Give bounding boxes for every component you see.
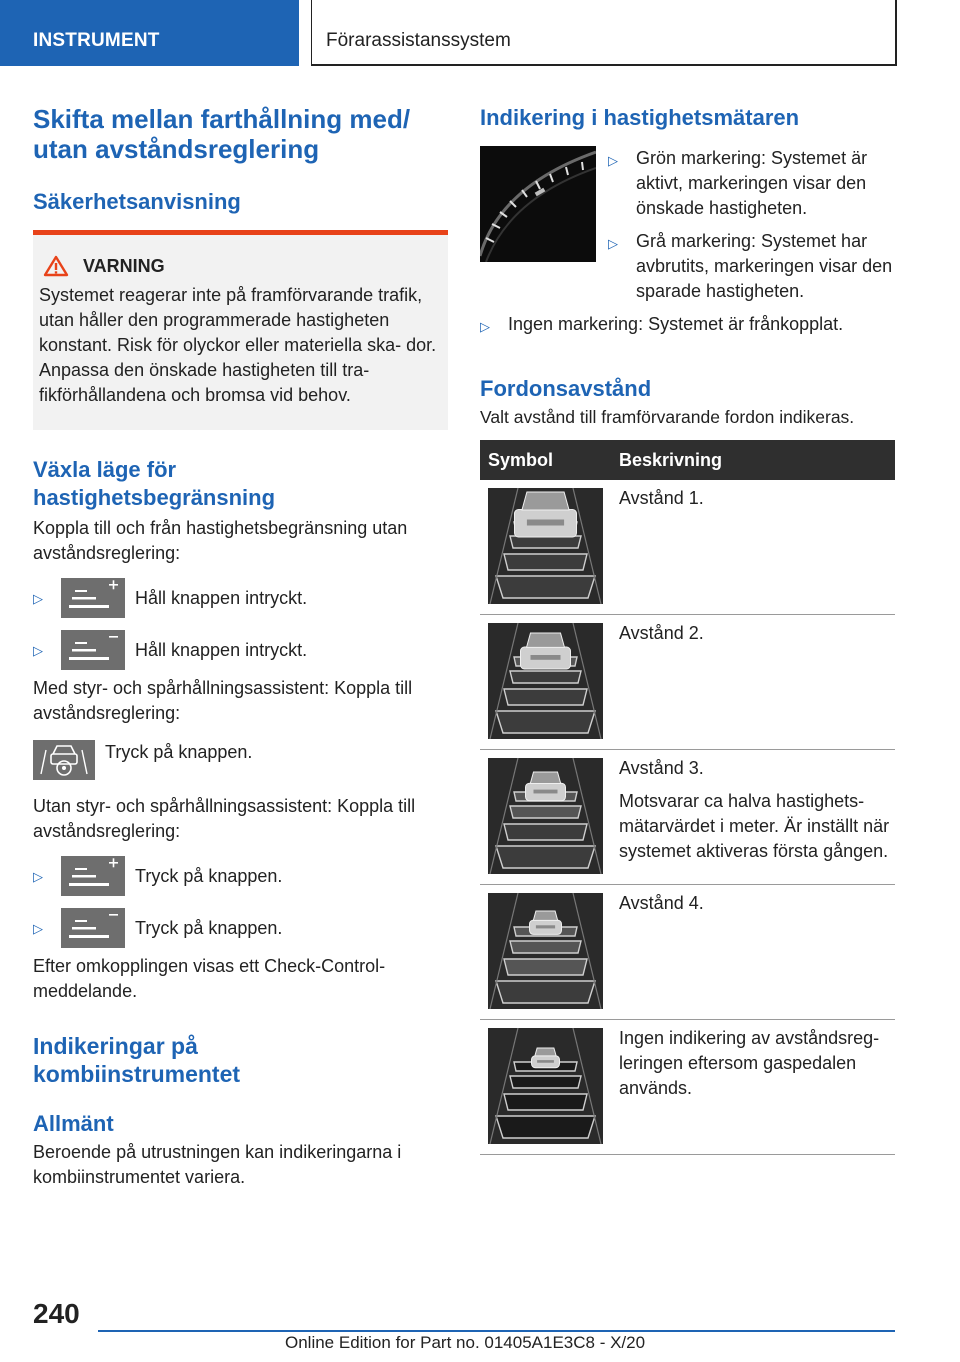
- speedo-bullet-2: [608, 229, 895, 304]
- speedlimit-step-2: [33, 630, 448, 670]
- bullet-triangle-icon: ▷: [480, 319, 490, 334]
- bullet-triangle-icon: ▷: [608, 236, 618, 251]
- speedo-bullet-3-text: Ingen markering: Systemet är frånkopplat.: [508, 314, 844, 334]
- table-row: [480, 885, 895, 1020]
- speedlimit-step-2-text: Håll knappen intryckt.: [135, 639, 308, 660]
- bullet-triangle-icon: ▷: [33, 642, 43, 658]
- symbol-cell: [480, 1020, 611, 1155]
- distance-off-icon: [488, 1028, 603, 1144]
- header-section: INSTRUMENT: [33, 30, 160, 51]
- indications-heading: Indikeringar på kombiinstrumentet: [33, 1033, 241, 1087]
- speedo-bullet-3: [480, 312, 895, 339]
- warning-triangle-icon: [43, 255, 69, 277]
- row-2-text: Avstånd 2.: [619, 623, 704, 643]
- speedlimit-intro: Koppla till och från hastighetsbegränsning utan avståndsreglering:: [33, 518, 408, 563]
- speed-limiter-minus-button-icon: [61, 630, 125, 670]
- without-assist-step-1-text: Tryck på knappen.: [135, 865, 283, 886]
- bullet-triangle-icon: ▷: [33, 920, 43, 936]
- safety-heading: Säkerhetsanvisning: [33, 189, 241, 214]
- description-cell: [611, 750, 895, 885]
- symbol-cell: [480, 615, 611, 750]
- with-assist-text: Med styr- och spårhållningsassistent: Koppla till avståndsreglering:: [33, 678, 413, 723]
- speedo-heading: Indikering i hastighetsmätaren: [480, 105, 800, 130]
- row-5-text: Ingen indikering av avståndsreg- leringen eftersom gaspedalen används.: [619, 1028, 880, 1098]
- speedlimit-step-1: [33, 578, 448, 618]
- distance-heading: Fordonsavstånd: [480, 376, 652, 401]
- speedlimit-heading: Växla läge för hastighetsbegränsning: [33, 457, 276, 510]
- general-heading: Allmänt: [33, 1111, 114, 1136]
- general-text: Beroende på utrustningen kan indikeringarna i kombiinstrumentet variera.: [33, 1142, 402, 1187]
- distance-4-icon: [488, 893, 603, 1009]
- header-section-tab: [0, 0, 299, 66]
- header-chapter-tab: [311, 0, 897, 66]
- warning-box: [33, 230, 448, 430]
- left-column: [33, 104, 448, 1190]
- description-cell: [611, 885, 895, 1020]
- bullet-triangle-icon: ▷: [608, 153, 618, 168]
- with-assist-step: [33, 740, 448, 780]
- distance-3-icon: [488, 758, 603, 874]
- bullet-triangle-icon: ▷: [33, 868, 43, 884]
- table-row: [480, 615, 895, 750]
- main-heading: Skifta mellan farthållning med/ utan avståndsreglering: [33, 104, 411, 164]
- warning-text: Systemet reagerar inte på framförvarande trafik, utan håller den programmerade hastigheten konstant. Risk för olyckor eller materiella ska- dor. Anpassa den önskade hastigheten till tra- fikförhållandena och bromsa vid behov.: [39, 285, 437, 405]
- after-switch-text: Efter omkopplingen visas ett Check-Control- meddelande.: [33, 956, 386, 1001]
- without-assist-step-2: [33, 908, 448, 948]
- speedo-bullet-2-text: Grå markering: Systemet har avbrutits, markeringen visar den sparade hastigheten.: [636, 231, 893, 301]
- bullet-triangle-icon: ▷: [33, 590, 43, 606]
- table-row: [480, 750, 895, 885]
- speedo-bullets: [608, 146, 895, 304]
- footer-rule: [98, 1330, 895, 1332]
- distance-2-icon: [488, 623, 603, 739]
- speedlimit-step-1-text: Håll knappen intryckt.: [135, 587, 308, 608]
- distance-plus-button-icon: [61, 856, 125, 896]
- speed-limiter-plus-button-icon: [61, 578, 125, 618]
- without-assist-step-1: [33, 856, 448, 896]
- speedometer-marker-image: [480, 146, 596, 262]
- speedo-bullet-1-text: Grön markering: Systemet är aktivt, markeringen visar den önskade hastigheten.: [636, 148, 868, 218]
- description-cell: [611, 1020, 895, 1155]
- table-header-row: [480, 440, 895, 480]
- without-assist-text: Utan styr- och spårhållningsassistent: Koppla till avståndsreglering:: [33, 796, 416, 841]
- row-3-text: Motsvarar ca halva hastighets- mätarvärdet i meter. Är inställt när systemet aktiveras första gången.: [619, 791, 890, 861]
- row-4-text: Avstånd 4.: [619, 893, 704, 913]
- symbol-cell: [480, 885, 611, 1020]
- distance-table: [480, 440, 895, 1155]
- with-assist-step-text: Tryck på knappen.: [105, 742, 253, 762]
- distance-minus-button-icon: [61, 908, 125, 948]
- symbol-cell: [480, 480, 611, 615]
- distance-1-icon: [488, 488, 603, 604]
- right-column: [480, 104, 895, 1155]
- speedo-section: [480, 146, 895, 304]
- distance-intro: Valt avstånd till framförvarande fordon indikeras.: [480, 407, 855, 427]
- description-cell: [611, 615, 895, 750]
- without-assist-step-2-text: Tryck på knappen.: [135, 917, 283, 938]
- speedo-bullet-1: [608, 146, 895, 221]
- row-3-title: Avstånd 3.: [619, 758, 704, 778]
- table-header-description: Beskrivning: [611, 440, 895, 480]
- warning-title-text: VARNING: [83, 255, 165, 276]
- table-row: [480, 480, 895, 615]
- table-row: [480, 1020, 895, 1155]
- symbol-cell: [480, 750, 611, 885]
- description-cell: [611, 480, 895, 615]
- page-number: 240: [33, 1298, 80, 1329]
- steering-assist-button-icon: [33, 740, 95, 780]
- row-1-text: Avstånd 1.: [619, 488, 704, 508]
- warning-title: [39, 255, 442, 277]
- footer-edition: Online Edition for Part no. 01405A1E3C8 - X/20: [285, 1333, 646, 1352]
- table-header-symbol: Symbol: [480, 440, 611, 480]
- header-chapter: Förarassistanssystem: [326, 30, 511, 51]
